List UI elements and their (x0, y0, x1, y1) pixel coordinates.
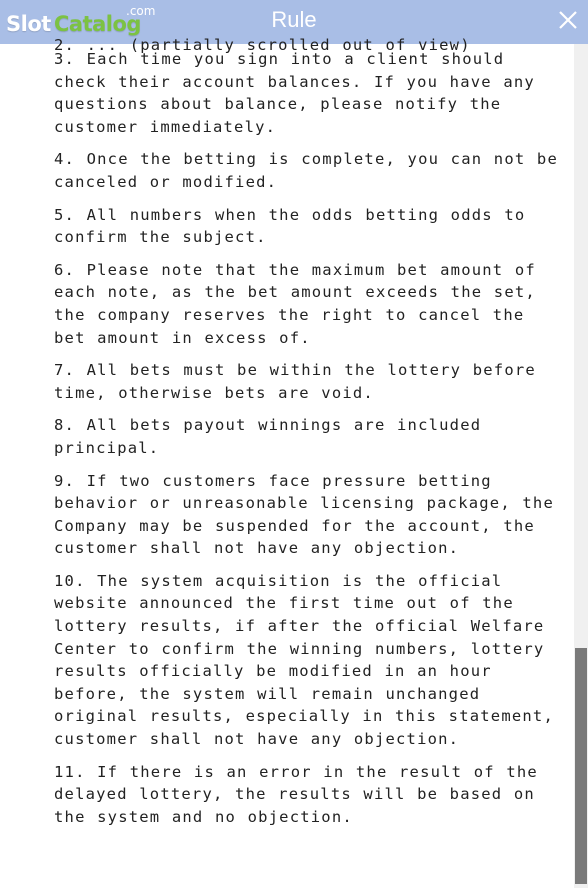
dialog-title: Rule (271, 7, 317, 32)
rule-item-10: 10. The system acquisition is the official website announced the first time out of the lottery results, if after the official Welfare Center to confirm the winning numbers, lottery results officially be modified in an hour before, the system will remain unchanged original results, especially in this statement, customer shall not have any objection. (54, 571, 554, 749)
logo-text-com: .com (126, 4, 156, 18)
close-icon[interactable] (556, 8, 580, 32)
rule-item-2: 2. ... (partially scrolled out of view) (54, 36, 471, 54)
rules-list (54, 34, 560, 838)
rule-item-8: 8. All bets payout winnings are included principal. (54, 416, 482, 457)
logo-text-slot: Slot (6, 12, 51, 36)
rule-item-3: 3. Each time you sign into a client should check their account balances. If you have any questions about balance, please notify the customer immediately. (54, 50, 535, 136)
rule-item-5: 5. All numbers when the odds betting odds to confirm the subject. (54, 205, 526, 247)
close-button[interactable] (556, 8, 580, 32)
vertical-scrollbar[interactable] (574, 44, 588, 888)
logo-text-catalog: Catalog (54, 12, 141, 36)
rule-item-4: 4. Once the betting is complete, you can not be canceled or modified. (54, 150, 558, 191)
rule-item-7: 7. All bets must be within the lottery before time, otherwise bets are void. (54, 361, 536, 402)
rules-content[interactable] (0, 36, 574, 888)
rule-item-6: 6. Please note that the maximum bet amount of each note, as the bet amount exceeds the set, the company reserves the right to cancel the bet amount in excess of. (54, 260, 536, 347)
scrollbar-thumb[interactable] (575, 648, 587, 884)
rule-item-9: 9. If two customers face pressure betting behavior or unreasonable licensing package, the Company may be suspended for the account, the customer shall not have any objection. (54, 471, 554, 558)
rule-item-11: 11. If there is an error in the result of the delayed lottery, the results will be based on the system and no objection. (54, 762, 538, 826)
